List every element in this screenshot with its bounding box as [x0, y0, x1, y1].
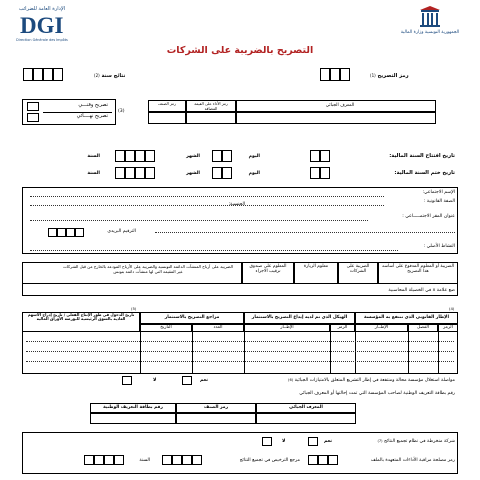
transfer-no-checkbox[interactable]: [122, 376, 132, 385]
regime-col-tax-basis-label: الضريبة أو المعلوم المدفوع على أساسه هذا التصريح: [381, 264, 455, 274]
regime-col-fund-fee-label: المعلوم على صندوق ترقيب الاجراء: [249, 264, 287, 274]
license-ref-box-1[interactable]: [162, 455, 172, 465]
consolidation-year-label: السنة: [139, 458, 150, 463]
fiscal-end-label: تاريخ ختم السنة المالية:: [394, 170, 455, 176]
end-year-box-3[interactable]: [135, 167, 145, 179]
transfer-yes-label: نعم: [200, 378, 208, 383]
end-month-box-1[interactable]: [212, 167, 222, 179]
category-code-label: رمز الصنف: [158, 101, 176, 106]
sub-frame-label: الإطــار: [374, 325, 389, 330]
fiscal-start-year-label: السنة: [87, 154, 100, 159]
declaration-code-box-2[interactable]: [330, 68, 340, 81]
postal-code-box-3[interactable]: [66, 228, 75, 237]
consolidation-year-box-2[interactable]: [94, 455, 104, 465]
legal-row-2[interactable]: [26, 351, 454, 352]
license-ref-box-2[interactable]: [172, 455, 182, 465]
legal-row-1[interactable]: [26, 341, 454, 342]
end-month-box-2[interactable]: [222, 167, 232, 179]
start-year-box-3[interactable]: [135, 150, 145, 162]
sub-article-label: الفصل: [417, 325, 429, 330]
year-box-2[interactable]: [33, 68, 43, 81]
postal-code-label: الترقيم البريدي: [107, 229, 136, 234]
address-field[interactable]: [30, 220, 368, 221]
transfer-no-label: لا: [153, 378, 157, 383]
cession-cin-value[interactable]: [90, 413, 176, 424]
consolidation-yes-checkbox[interactable]: [308, 437, 318, 446]
fiscal-end-month-label: الشهر: [186, 171, 200, 176]
fiscal-start-day-label: اليوم: [248, 154, 260, 159]
consolidation-question: شركة منخرطة في نظام تجميع النتائج (7): [377, 439, 455, 444]
consolidation-no-label: لا: [282, 439, 286, 444]
sub-code-2-label: الرمز: [337, 325, 348, 330]
start-month-box-1[interactable]: [212, 150, 222, 162]
cession-tax-id-value[interactable]: [256, 413, 356, 424]
declaration-code-box-1[interactable]: [320, 68, 330, 81]
company-name-label: الإسم الاجتماعي:: [422, 190, 455, 195]
final-checkbox[interactable]: [27, 113, 39, 122]
license-ref-label: مرجع الترخيص في تجميع النتائج: [239, 458, 300, 463]
year-box-1[interactable]: [23, 68, 33, 81]
activity-label: النشاط الأصلي :: [423, 244, 455, 249]
page-title: التصريح بالضريبة على الشركات: [166, 45, 314, 56]
identify-label: رقم بطاقة التعريف الوطنية لصاحب المؤسسة التي تمت إحالتها أو المعرف الجبائي: [299, 391, 455, 396]
postal-code-box-2[interactable]: [57, 228, 66, 237]
fiscal-end-year-label: السنة: [87, 171, 100, 176]
legal-col-body-label: الهيكل الذي تم لديه إيداع التصريح بالاستثمار: [251, 315, 348, 320]
dgi-logo-text: DGI: [20, 13, 64, 38]
office-code-box-3[interactable]: [328, 455, 338, 465]
postal-code-box-4[interactable]: [75, 228, 84, 237]
sub-number-label: العدد: [213, 325, 223, 330]
provisional-label: تصريح وقتـــي: [78, 102, 108, 108]
final-label: تصريح نهــــائي: [76, 113, 108, 119]
consolidation-year-box-4[interactable]: [114, 455, 124, 465]
consolidation-yes-label: نعم: [324, 439, 332, 444]
year-box-3[interactable]: [43, 68, 53, 81]
address-label: عنوان المقر الاجتمـــــاعي :: [402, 214, 455, 219]
fiscal-start-label: تاريخ افتتاح السنة المالية:: [389, 153, 455, 159]
accounting-mark-label: ضع علامة x في الخصيلة المحاسبية: [388, 288, 455, 293]
end-year-box-1[interactable]: [115, 167, 125, 179]
transfer-yes-checkbox[interactable]: [182, 376, 192, 385]
cession-category-value[interactable]: [176, 413, 256, 424]
cession-tax-id-label: المعرف الجبائي: [289, 405, 323, 410]
transfer-question: مواصلة استغلال مؤسسة محالة ومنتفعة في إطار التشريع المتعلق بالامتيازات الجبائية (6): [288, 378, 455, 383]
ministry-logo-arabic: الجمهورية التونسية وزارة المالية: [400, 30, 460, 35]
start-day-box-1[interactable]: [310, 150, 320, 162]
sub-date-label: التاريخ: [160, 325, 172, 330]
fiscal-start-month-label: الشهر: [186, 154, 200, 159]
regime-col-nonresident-label: الضريبة على أرباح المنشآت الدائمة التونسية والضريبة على الأرباح المودعة بالخارج من قبل الشركات غير المقيمة التي لها منشأت دائمة بتونس: [63, 264, 233, 274]
legal-note-5: (5): [131, 306, 137, 311]
provisional-checkbox[interactable]: [27, 102, 39, 111]
company-name-field[interactable]: [30, 196, 384, 197]
end-year-box-2[interactable]: [125, 167, 135, 179]
consolidation-no-checkbox[interactable]: [262, 437, 272, 446]
license-ref-box-4[interactable]: [192, 455, 202, 465]
vat-code-value[interactable]: [186, 112, 236, 124]
year-box-4[interactable]: [53, 68, 63, 81]
consolidation-year-box-1[interactable]: [84, 455, 94, 465]
license-ref-box-3[interactable]: [182, 455, 192, 465]
dgi-logo-sub: Direction Générale des Impôts: [16, 38, 68, 42]
legal-row-3[interactable]: [26, 361, 454, 362]
sub-code-label: الرمز: [443, 325, 453, 330]
end-day-box-2[interactable]: [320, 167, 330, 179]
dgi-logo: [8, 6, 76, 46]
postal-code-box-1[interactable]: [48, 228, 57, 237]
fiscal-end-day-label: اليوم: [248, 171, 260, 176]
legal-col-listing-label: تاريخ الدخول في طور الإنتاج الفعلي / تاريخ إدراج الأسهم العادية بالسوق الرئيسية للبورصة الأوراق المالية: [27, 312, 135, 322]
start-year-box-4[interactable]: [145, 150, 155, 162]
regime-col-visit-fee-label: معلوم الزيارة: [303, 264, 329, 269]
dgi-logo-arabic: الإدارة العامة للضرائب: [18, 6, 66, 12]
consolidation-year-box-3[interactable]: [104, 455, 114, 465]
sub-frame-2-label: الإطــار: [280, 325, 294, 330]
office-code-label: رمز مصلحة مراقبة الأداءات المتعهدة بالملف: [370, 458, 455, 463]
end-day-box-1[interactable]: [310, 167, 320, 179]
cession-category-label: رمز الصنف: [203, 405, 228, 410]
legal-note-4: (4): [449, 306, 455, 311]
office-code-box-2[interactable]: [318, 455, 328, 465]
address-field-2[interactable]: [155, 232, 455, 233]
declaration-type-note: (3): [118, 109, 125, 114]
start-day-box-2[interactable]: [320, 150, 330, 162]
regime-col-corporate-tax-label: الضريبة على الشركات: [346, 264, 370, 274]
vat-code-label: رمز الأداء على القيمة المضافة: [194, 101, 228, 111]
result-year-label: نتائج سنة (2): [94, 73, 126, 79]
start-year-box-2[interactable]: [125, 150, 135, 162]
tax-id-header-label: المعرف الجبائي: [325, 103, 355, 108]
start-year-box-1[interactable]: [115, 150, 125, 162]
legal-col-framework-label: الإطار القانوني الذي تنتفع به المؤسسة: [364, 315, 449, 320]
start-month-box-2[interactable]: [222, 150, 232, 162]
cession-cin-label: رقم بطاقة التعريف الوطنية: [103, 405, 163, 410]
legal-form-label: الصفة القانونية :: [423, 199, 455, 204]
tax-id-value[interactable]: [236, 112, 436, 124]
category-code-value[interactable]: [148, 112, 186, 124]
declaration-code-box-3[interactable]: [340, 68, 350, 81]
end-year-box-4[interactable]: [145, 167, 155, 179]
ministry-logo: [400, 6, 460, 46]
nationality-label: الجنسية:: [228, 202, 245, 207]
legal-col-invest-label: مراجع التصريح بالاستثمار: [164, 315, 220, 320]
declaration-code-label: رمز التصريح (1): [370, 73, 409, 79]
activity-field[interactable]: [30, 250, 398, 251]
office-code-box-1[interactable]: [308, 455, 318, 465]
